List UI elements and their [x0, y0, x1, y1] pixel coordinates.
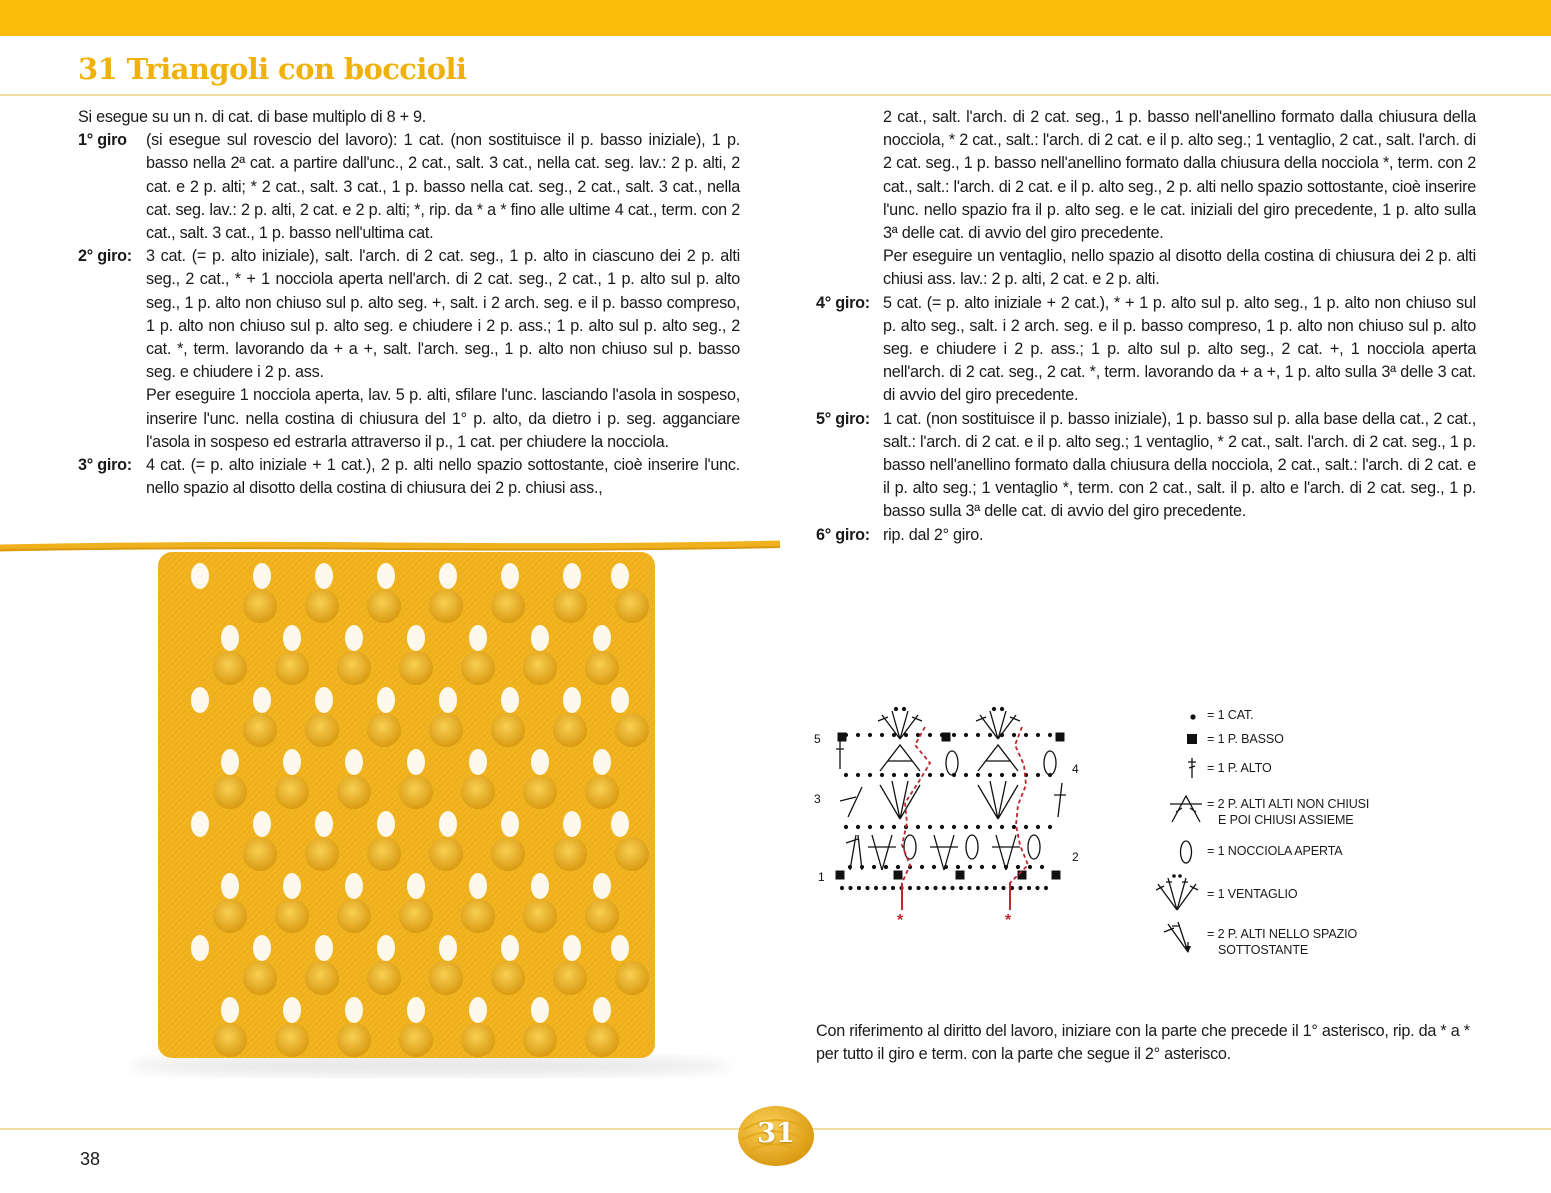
swatch-bobble — [275, 651, 309, 685]
open-bobble-icon — [1178, 838, 1194, 866]
legend-single-crochet-label: = 1 P. BASSO — [1207, 732, 1284, 746]
swatch-bobble — [585, 899, 619, 933]
instructions-left-column — [78, 106, 740, 500]
diagram-bobble — [1028, 835, 1040, 859]
diagram-chain-dot — [952, 733, 956, 737]
diagram-chain-dot — [928, 825, 932, 829]
swatch-bobble — [305, 589, 339, 623]
swatch-hole — [611, 563, 629, 589]
row-3-note: Per eseguire un ventaglio, nello spazio al disotto della costina di chiusura dei 2 p. alti chiusi ass. lav.: 2 p. alti, 2 cat. e 2 p. alti. — [883, 247, 1476, 289]
diagram-chain-dot — [892, 733, 896, 737]
diagram-chain-dot — [856, 825, 860, 829]
diagram-single-crochet — [1052, 871, 1061, 880]
swatch-hole — [377, 563, 395, 589]
row-5-label: 5° giro: — [816, 409, 870, 428]
double-crochet-icon — [1186, 756, 1198, 780]
swatch-hole — [191, 563, 209, 589]
diagram-chain-dot — [932, 865, 936, 869]
row-4-label: 4° giro: — [816, 293, 870, 312]
diagram-chain-dot — [1000, 773, 1004, 777]
diagram-single-crochet — [1056, 733, 1065, 742]
swatch-bobble — [305, 713, 339, 747]
diagram-chain-dot — [840, 886, 844, 890]
swatch-hole — [563, 687, 581, 713]
legend-dc2tog-label — [1207, 796, 1369, 828]
diagram-chain-dot — [976, 825, 980, 829]
diagram-chain-dot — [856, 733, 860, 737]
swatch-hole — [191, 935, 209, 961]
swatch-hole — [253, 687, 271, 713]
diagram-chain-dot — [1035, 886, 1039, 890]
swatch-bobble — [213, 775, 247, 809]
swatch-bobble — [429, 713, 463, 747]
row-4-instruction — [816, 292, 1476, 408]
swatch-bobble — [337, 775, 371, 809]
swatch-bobble — [429, 837, 463, 871]
crochet-swatch-photo — [0, 536, 780, 1081]
diagram-chain-dot — [959, 886, 963, 890]
diagram-single-crochet — [956, 871, 965, 880]
swatch-hole — [501, 811, 519, 837]
diagram-chain-dot — [984, 886, 988, 890]
legend-dc2tog-line1: = 2 P. ALTI ALTI NON CHIUSI — [1207, 797, 1370, 811]
diagram-chain-dot — [988, 733, 992, 737]
diagram-chain-dot — [1036, 825, 1040, 829]
swatch-hole — [531, 997, 549, 1023]
swatch-bobble — [553, 837, 587, 871]
diagram-chain-dot — [844, 825, 848, 829]
swatch-bobble — [615, 589, 649, 623]
swatch-bobble — [523, 899, 557, 933]
swatch-bobble — [491, 713, 525, 747]
swatch-hole — [469, 997, 487, 1023]
swatch-hole — [407, 625, 425, 651]
swatch-hole — [469, 625, 487, 651]
swatch-hole — [469, 873, 487, 899]
swatch-bobble — [615, 837, 649, 871]
fan-icon — [1152, 872, 1202, 912]
row-3-text-continued: 2 cat., salt. l'arch. di 2 cat. seg., 1 p. basso nell'anellino formato dalla chiusura della nocciola, * 2 cat., salt.: l'arch. di 2 cat. e il p. alto seg.; 1 ventaglio, 2 cat., salt. l'arch. di 2 cat. seg., 1 p. basso nell'anellino formato dalla chiusura della nocciola *, term. con 2 cat., salt.: l'arch. di 2 cat. e il p. alto seg., 2 p. alti nello spazio sottostante, cioè inserire l'unc. nello spazio fra il p. alto seg. e le cat. iniziali del giro precedente, 1 p. alto sulla 3ª delle cat. di avvio del giro precedente. — [883, 108, 1476, 243]
diagram-chain-dot — [1000, 707, 1004, 711]
swatch-hole — [191, 687, 209, 713]
legend-two-dc-label — [1207, 926, 1357, 958]
diagram-chain-dot — [992, 707, 996, 711]
diagram-single-crochet — [836, 871, 845, 880]
diagram-chain-dot — [1004, 865, 1008, 869]
swatch-hole — [345, 997, 363, 1023]
swatch-bobble — [337, 1023, 371, 1057]
swatch-bobble — [399, 1023, 433, 1057]
diagram-stitch — [978, 781, 1018, 819]
diagram-chain-dot — [896, 865, 900, 869]
diagram-stitch — [930, 835, 958, 870]
top-color-bar — [0, 0, 1551, 36]
row-1-label: 1° giro — [78, 131, 127, 150]
diagram-bobble — [966, 835, 978, 859]
row-5-instruction — [816, 408, 1476, 524]
swatch-bobble — [585, 775, 619, 809]
diagram-stitch — [978, 745, 1018, 771]
swatch-bobble — [585, 651, 619, 685]
diagram-chain-dot — [874, 886, 878, 890]
diagram-chain-dot — [908, 886, 912, 890]
legend-bobble-label: = 1 NOCCIOLA APERTA — [1207, 844, 1343, 858]
diagram-chain-dot — [916, 773, 920, 777]
diagram-row-label-2: 2 — [1072, 850, 1079, 864]
repeat-line-right — [1010, 727, 1028, 910]
diagram-chain-dot — [1000, 733, 1004, 737]
diagram-chain-dot — [976, 773, 980, 777]
diagram-stitch — [840, 787, 862, 817]
swatch-bobble — [213, 1023, 247, 1057]
legend-fan-label: = 1 VENTAGLIO — [1207, 887, 1298, 901]
swatch-hole — [283, 749, 301, 775]
diagram-row-label-1: 1 — [818, 870, 825, 884]
swatch-hole — [345, 625, 363, 651]
swatch-bobble — [367, 589, 401, 623]
swatch-bobble — [615, 713, 649, 747]
diagram-chain-dot — [940, 825, 944, 829]
diagram-chain-dot — [1012, 733, 1016, 737]
swatch-bobble — [367, 713, 401, 747]
diagram-chain-dot — [868, 733, 872, 737]
row-2-label: 2° giro: — [78, 247, 132, 266]
swatch-bobble — [461, 899, 495, 933]
swatch-hole — [283, 625, 301, 651]
swatch-bobble — [553, 713, 587, 747]
diagram-chain-dot — [1048, 733, 1052, 737]
diagram-bobble — [904, 835, 916, 859]
diagram-chain-dot — [1036, 773, 1040, 777]
diagram-stitch — [846, 835, 862, 870]
diagram-chain-dot — [952, 773, 956, 777]
diagram-chain-dot — [920, 865, 924, 869]
swatch-hole — [439, 687, 457, 713]
row-5-text: 1 cat. (non sostituisce il p. basso iniziale), 1 p. basso sul p. alla base della cat., 2 cat., salt.: l'arch. di 2 cat. e il p. alto seg.; 1 ventaglio, * 2 cat., salt. l'arch. di 2 cat. seg., 1 p. basso nell'anellino formato dalla chiusura della nocciola, 2 cat., salt.: l'arch. di 2 cat. e il p. alto seg.; 1 ventaglio *, term. con 2 cat., salt. il p. alto e l'arch. di 2 cat. seg., 1 p. basso sulla 3ª delle cat. di avvio del giro precedente. — [883, 409, 1476, 521]
swatch-hole — [315, 935, 333, 961]
swatch-hole — [501, 935, 519, 961]
diagram-chain-dot — [1040, 865, 1044, 869]
swatch-hole — [315, 687, 333, 713]
swatch-hole — [253, 563, 271, 589]
diagram-chain-dot — [916, 825, 920, 829]
swatch-hole — [253, 935, 271, 961]
diagram-chain-dot — [848, 865, 852, 869]
diagram-chain-dot — [868, 825, 872, 829]
diagram-chain-dot — [944, 865, 948, 869]
swatch-bobble — [243, 713, 277, 747]
diagram-stitch — [880, 781, 920, 819]
diagram-chain-dot — [1048, 773, 1052, 777]
single-crochet-square-icon — [1186, 733, 1198, 745]
page-title: 31 Triangoli con boccioli — [78, 52, 467, 86]
diagram-single-crochet — [942, 733, 951, 742]
diagram-chain-dot — [882, 886, 886, 890]
swatch-bobble — [491, 837, 525, 871]
repeat-asterisk-2: * — [1005, 912, 1012, 929]
crochet-chart-diagram — [810, 705, 1100, 930]
diagram-chain-dot — [856, 773, 860, 777]
swatch-bobble — [461, 1023, 495, 1057]
swatch-bobble — [305, 961, 339, 995]
swatch-hole — [253, 811, 271, 837]
swatch-bobble — [243, 589, 277, 623]
diagram-chain-dot — [865, 886, 869, 890]
swatch-hole — [345, 749, 363, 775]
page-number: 38 — [80, 1149, 101, 1169]
diagram-chain-dot — [1012, 825, 1016, 829]
swatch-hole — [345, 873, 363, 899]
diagram-chain-dot — [880, 825, 884, 829]
swatch-hole — [377, 687, 395, 713]
diagram-single-crochet — [838, 733, 847, 742]
diagram-chain-dot — [904, 733, 908, 737]
diagram-chain-dot — [880, 733, 884, 737]
intro-text: Si esegue su un n. di cat. di base multiplo di 8 + 9. — [78, 108, 427, 126]
dc2tog-icon — [1168, 792, 1204, 824]
chain-dot-icon — [1188, 712, 1198, 722]
swatch-bobble — [275, 775, 309, 809]
diagram-stitch — [880, 745, 920, 771]
diagram-single-crochet — [894, 871, 903, 880]
row-2-text: 3 cat. (= p. alto iniziale), salt. l'arch. di 2 cat. seg., 1 p. alto in ciascuno dei 2 p. alti seg., 2 cat., * + 1 nocciola aperta nell'arch. di 2 cat. seg., 2 cat., 1 p. alto sul p. alto seg., 1 p. alto non chiuso sul p. alto seg. +, salt. i 2 arch. seg. e il p. basso compreso, 1 p. alto non chiuso sul p. alto seg. e chiudere i 2 p. ass.; 1 p. alto sul p. alto seg., 2 cat. *, term. lavorando da + a +, salt. l'arch. seg., 1 p. alto non chiuso sul p. basso seg. e chiudere i 2 p. ass. — [146, 247, 740, 382]
swatch-bobble — [491, 589, 525, 623]
row-1-instruction — [78, 129, 740, 245]
diagram-chain-dot — [976, 886, 980, 890]
diagram-chain-dot — [1024, 733, 1028, 737]
swatch-bobble — [337, 899, 371, 933]
swatch-hole — [407, 749, 425, 775]
diagram-chain-dot — [1036, 733, 1040, 737]
diagram-chain-dot — [942, 886, 946, 890]
swatch-bobble — [367, 961, 401, 995]
diagram-chain-dot — [976, 733, 980, 737]
diagram-chain-dot — [1000, 825, 1004, 829]
swatch-hole — [563, 811, 581, 837]
swatch-bobble — [213, 899, 247, 933]
swatch-hole — [531, 625, 549, 651]
swatch-hole — [563, 563, 581, 589]
swatch-bobble — [585, 1023, 619, 1057]
swatch-hole — [501, 687, 519, 713]
diagram-chain-dot — [848, 886, 852, 890]
swatch-hole — [221, 749, 239, 775]
swatch-hole — [501, 563, 519, 589]
diagram-chain-dot — [884, 865, 888, 869]
swatch-hole — [593, 873, 611, 899]
row-2-instruction — [78, 245, 740, 454]
diagram-bobble — [946, 751, 958, 775]
swatch-hole — [221, 873, 239, 899]
swatch-hole — [221, 997, 239, 1023]
diagram-stitch — [1054, 783, 1066, 817]
swatch-hole — [283, 997, 301, 1023]
row-3-instruction — [78, 454, 740, 500]
swatch-bobble — [523, 1023, 557, 1057]
swatch-hole — [283, 873, 301, 899]
swatch-bobble — [523, 775, 557, 809]
swatch-bobble — [491, 961, 525, 995]
row-4-text: 5 cat. (= p. alto iniziale + 2 cat.), * + 1 p. alto sul p. alto seg., 1 p. alto non chiuso sul p. alto seg., salt. i 2 arch. seg. e il p. basso compreso, 1 p. alto non chiuso sul p. alto seg. e chiudere i 2 p. ass.; 1 p. alto sul p. alto seg., 2 cat. +, 1 nocciola aperta nell'arch. di 2 cat. seg., 2 cat. *, term. lavorando da + a +, 1 p. alto sulla 3ª delle 3 cat. di avvio del giro precedente. — [883, 293, 1476, 405]
swatch-hole — [221, 625, 239, 651]
swatch-hole — [593, 997, 611, 1023]
swatch-hole — [439, 811, 457, 837]
row-2-body — [146, 245, 740, 454]
legend-double-crochet-label: = 1 P. ALTO — [1207, 761, 1272, 775]
instructions-right-column — [816, 106, 1476, 547]
swatch-hole — [593, 625, 611, 651]
swatch-bobble — [243, 961, 277, 995]
diagram-chain-dot — [992, 865, 996, 869]
repeat-line-left — [902, 727, 930, 910]
row-3-label: 3° giro: — [78, 456, 132, 475]
diagram-stitch — [992, 835, 1020, 870]
swatch-bobble — [399, 651, 433, 685]
diagram-chain-dot — [964, 773, 968, 777]
diagram-stitch — [868, 835, 896, 870]
diagram-chain-dot — [1001, 886, 1005, 890]
swatch-bobble — [523, 651, 557, 685]
diagram-chain-dot — [928, 733, 932, 737]
diagram-chain-dot — [1044, 886, 1048, 890]
two-dc-in-space-icon — [1162, 918, 1194, 956]
swatch-hole — [315, 563, 333, 589]
diagram-chain-dot — [993, 886, 997, 890]
diagram-stitch — [836, 741, 844, 769]
diagram-chain-dot — [940, 773, 944, 777]
diagram-chain-dot — [964, 825, 968, 829]
swatch-hole — [531, 749, 549, 775]
diagram-bobble — [1044, 751, 1056, 775]
diagram-chain-dot — [950, 886, 954, 890]
swatch-bobble — [399, 899, 433, 933]
diagram-row-label-4: 4 — [1072, 762, 1079, 776]
diagram-chain-dot — [967, 886, 971, 890]
diagram-chain-dot — [891, 886, 895, 890]
swatch-hole — [531, 873, 549, 899]
swatch-bobble — [429, 961, 463, 995]
row-2-note: Per eseguire 1 nocciola aperta, lav. 5 p. alti, sfilare l'unc. lasciando l'asola in sospeso, inserire l'unc. nella costina di chiusura del 1° p. alto, da dietro i p. seg. agganciare l'asola in sospeso ed estrarla attraverso il p., 1 cat. per chiudere la nocciola. — [146, 386, 740, 451]
diagram-chain-dot — [894, 707, 898, 711]
diagram-chain-dot — [928, 773, 932, 777]
diagram-chain-dot — [980, 865, 984, 869]
legend-chain-label: = 1 CAT. — [1207, 708, 1254, 722]
diagram-chain-dot — [925, 886, 929, 890]
swatch-bobble — [275, 1023, 309, 1057]
row-6-label: 6° giro: — [816, 525, 870, 544]
diagram-chain-dot — [904, 773, 908, 777]
swatch-hole — [377, 935, 395, 961]
swatch-hole — [611, 811, 629, 837]
diagram-chain-dot — [857, 886, 861, 890]
swatch-bobble — [305, 837, 339, 871]
diagram-chain-dot — [880, 773, 884, 777]
diagram-chain-dot — [933, 886, 937, 890]
diagram-chain-dot — [1024, 825, 1028, 829]
diagram-chain-dot — [1028, 865, 1032, 869]
swatch-bobble — [399, 775, 433, 809]
swatch-bobble — [213, 651, 247, 685]
swatch-hole — [439, 935, 457, 961]
diagram-stitch — [878, 711, 922, 739]
swatch-hole — [611, 687, 629, 713]
diagram-row-label-5: 5 — [814, 732, 821, 746]
swatch-bobble — [461, 651, 495, 685]
title-divider — [0, 94, 1551, 96]
diagram-chain-dot — [988, 825, 992, 829]
swatch-hole — [315, 811, 333, 837]
legend-two-dc-line1: = 2 P. ALTI NELLO SPAZIO — [1207, 927, 1358, 941]
swatch-bobble — [243, 837, 277, 871]
diagram-chain-dot — [868, 773, 872, 777]
diagram-chain-dot — [892, 825, 896, 829]
row-3-text-start: 4 cat. (= p. alto iniziale + 1 cat.), 2 p. alti nello spazio sottostante, cioè inserire l'unc. nello spazio al disotto della costina di chiusura dei 2 p. chiusi ass., — [146, 456, 740, 498]
diagram-chain-dot — [956, 865, 960, 869]
diagram-chain-dot — [968, 865, 972, 869]
diagram-chain-dot — [860, 865, 864, 869]
diagram-chain-dot — [916, 886, 920, 890]
diagram-chain-dot — [988, 773, 992, 777]
swatch-hole — [377, 811, 395, 837]
swatch-hole — [407, 997, 425, 1023]
swatch-bobble — [615, 961, 649, 995]
diagram-chain-dot — [1027, 886, 1031, 890]
repeat-asterisk-1: * — [897, 912, 904, 929]
diagram-chain-dot — [902, 707, 906, 711]
row-6-text: rip. dal 2° giro. — [883, 525, 984, 544]
diagram-chain-dot — [1016, 865, 1020, 869]
badge-number: 31 — [757, 1118, 795, 1149]
swatch-bobble — [553, 589, 587, 623]
closing-instruction: Con riferimento al diritto del lavoro, iniziare con la parte che precede il 1° asterisco, rip. da * a * per tutto il giro e term. con la parte che segue il 2° asterisco. — [816, 1022, 1470, 1064]
swatch-hole — [611, 935, 629, 961]
diagram-chain-dot — [1012, 773, 1016, 777]
swatch-hole — [439, 563, 457, 589]
swatch-hole — [593, 749, 611, 775]
row-6-instruction — [816, 524, 1476, 547]
swatch-hole — [407, 873, 425, 899]
swatch-hole — [191, 811, 209, 837]
diagram-chain-dot — [952, 825, 956, 829]
swatch-bobble — [275, 899, 309, 933]
diagram-chain-dot — [844, 773, 848, 777]
swatch-bobble — [367, 837, 401, 871]
swatch-hole — [563, 935, 581, 961]
legend-dc2tog-line2: E POI CHIUSI ASSIEME — [1218, 813, 1354, 827]
diagram-chain-dot — [1018, 886, 1022, 890]
legend-two-dc-line2: SOTTOSTANTE — [1218, 943, 1309, 957]
swatch-bobble — [337, 651, 371, 685]
diagram-chain-dot — [964, 733, 968, 737]
swatch-hole — [469, 749, 487, 775]
diagram-chain-dot — [872, 865, 876, 869]
diagram-chain-dot — [1048, 825, 1052, 829]
diagram-row-label-3: 3 — [814, 792, 821, 806]
swatch-bobble — [429, 589, 463, 623]
swatch-bobble — [461, 775, 495, 809]
row-1-text: (si esegue sul rovescio del lavoro): 1 cat. (non sostituisce il p. basso iniziale), 1 p. basso nella 2ª cat. a partire dall'unc., 2 cat., salt. 3 cat., nella cat. seg. lav.: 2 p. alti, 2 cat. e 2 p. alti; * 2 cat., salt. 3 cat., 1 p. basso nella cat. seg., 2 cat., salt. 3 cat., nella cat. seg. lav.: 2 p. alti, 2 cat. e 2 p. alti; *, rip. da * a * fino alle ultime 4 cat., term. con 2 cat., salt. 3 cat., 1 p. basso nell'ultima cat. — [146, 131, 740, 243]
swatch-bobble — [553, 961, 587, 995]
diagram-chain-dot — [892, 773, 896, 777]
